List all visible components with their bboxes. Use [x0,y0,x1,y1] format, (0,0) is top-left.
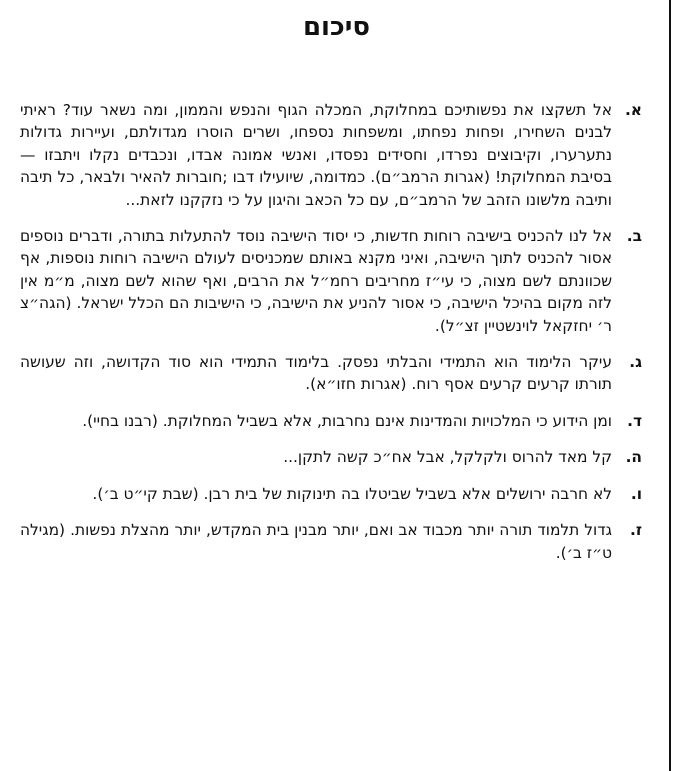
item-text: ומן הידוע כי המלכויות והמדינות אינם נחרבות, אלא בשביל המחלוקת. (רבנו בחיי). [82,411,612,430]
item-letter: ה. [625,448,642,467]
item-letter: א. [624,101,642,119]
item-text: עיקר הלימוד הוא התמידי והבלתי נפסק. בלימוד התמידי הוא סוד הקדושה, וזה שעושה תורתו קרעים קרעים אסף רוח. (אגרות חזו״א). [20,353,612,394]
item-letter: ג. [629,353,642,372]
item-letter: ו. [630,484,642,503]
list-item [20,99,642,211]
list-item [20,483,642,505]
page-title: סיכום [302,12,371,42]
list-item [20,410,642,432]
summary-list [20,99,642,578]
list-item [20,351,642,396]
item-text: גדול תלמוד תורה יותר מכבוד אב ואם, יותר מבנין בית המקדש, יותר מהצלת נפשות. (מגילה ט״ז ב׳). [20,521,612,562]
page-right-border [669,0,671,771]
item-letter: ד. [627,411,642,430]
list-item [20,225,642,337]
item-letter: ז. [629,521,642,540]
item-text: לא חרבה ירושלים אלא בשביל שביטלו בה תינוקות של בית רבן. (שבת קי״ט ב׳). [92,484,612,503]
list-item [20,519,642,564]
item-text: קל מאד להרוס ולקלקל, אבל אח״כ קשה לתקן... [283,448,612,467]
item-text: אל תשקצו את נפשותיכם במחלוקת, המכלה הגוף והנפש והממון, ומה נשאר עוד? ראיתי לבנים השחירו, ופחות נפחתו, ומשפחות נספחו, ושרים הוסרו מגדולתם, ועיירות גדולות נתערערו, וקיבוצים נפרדו, וחסידים נפסדו, ואנשי אמונה אבדו, ונכבדים נקלו ויתבזו — בסיבת המחלוקת! (אגרות הרמב״ם). כמדומה, שיועילו דבו ;חוברות להאיר ולבאר, כל תיבה ותיבה מלשונו הזהב של הרמב״ם, עם כל הכאב והיגון על כי נזקקנו לזאת... [20,101,612,209]
item-text: אל לנו להכניס בישיבה רוחות חדשות, כי יסוד הישיבה נוסד להתעלות בתורה, ודברים נוספים אסור להכניס לתוך הישיבה, ואיני מקנא באותם שמכניסים לעולם הישיבה רוחות נוספות, אף שכוונתם לשם מצוה, כי עי״ז מחריבים רחמ״ל את הרבים, ואף שהוא לשם מצוה, מ״מ אין לזה מקום בהיכל הישיבה, כי אסור להניע את הישיבה, כי הישיבות הם הכלל ישראל. (הגה״צ ר׳ יחזקאל לוינשטיין זצ״ל). [20,227,612,335]
list-item [20,446,642,468]
item-letter: ב. [626,227,642,246]
